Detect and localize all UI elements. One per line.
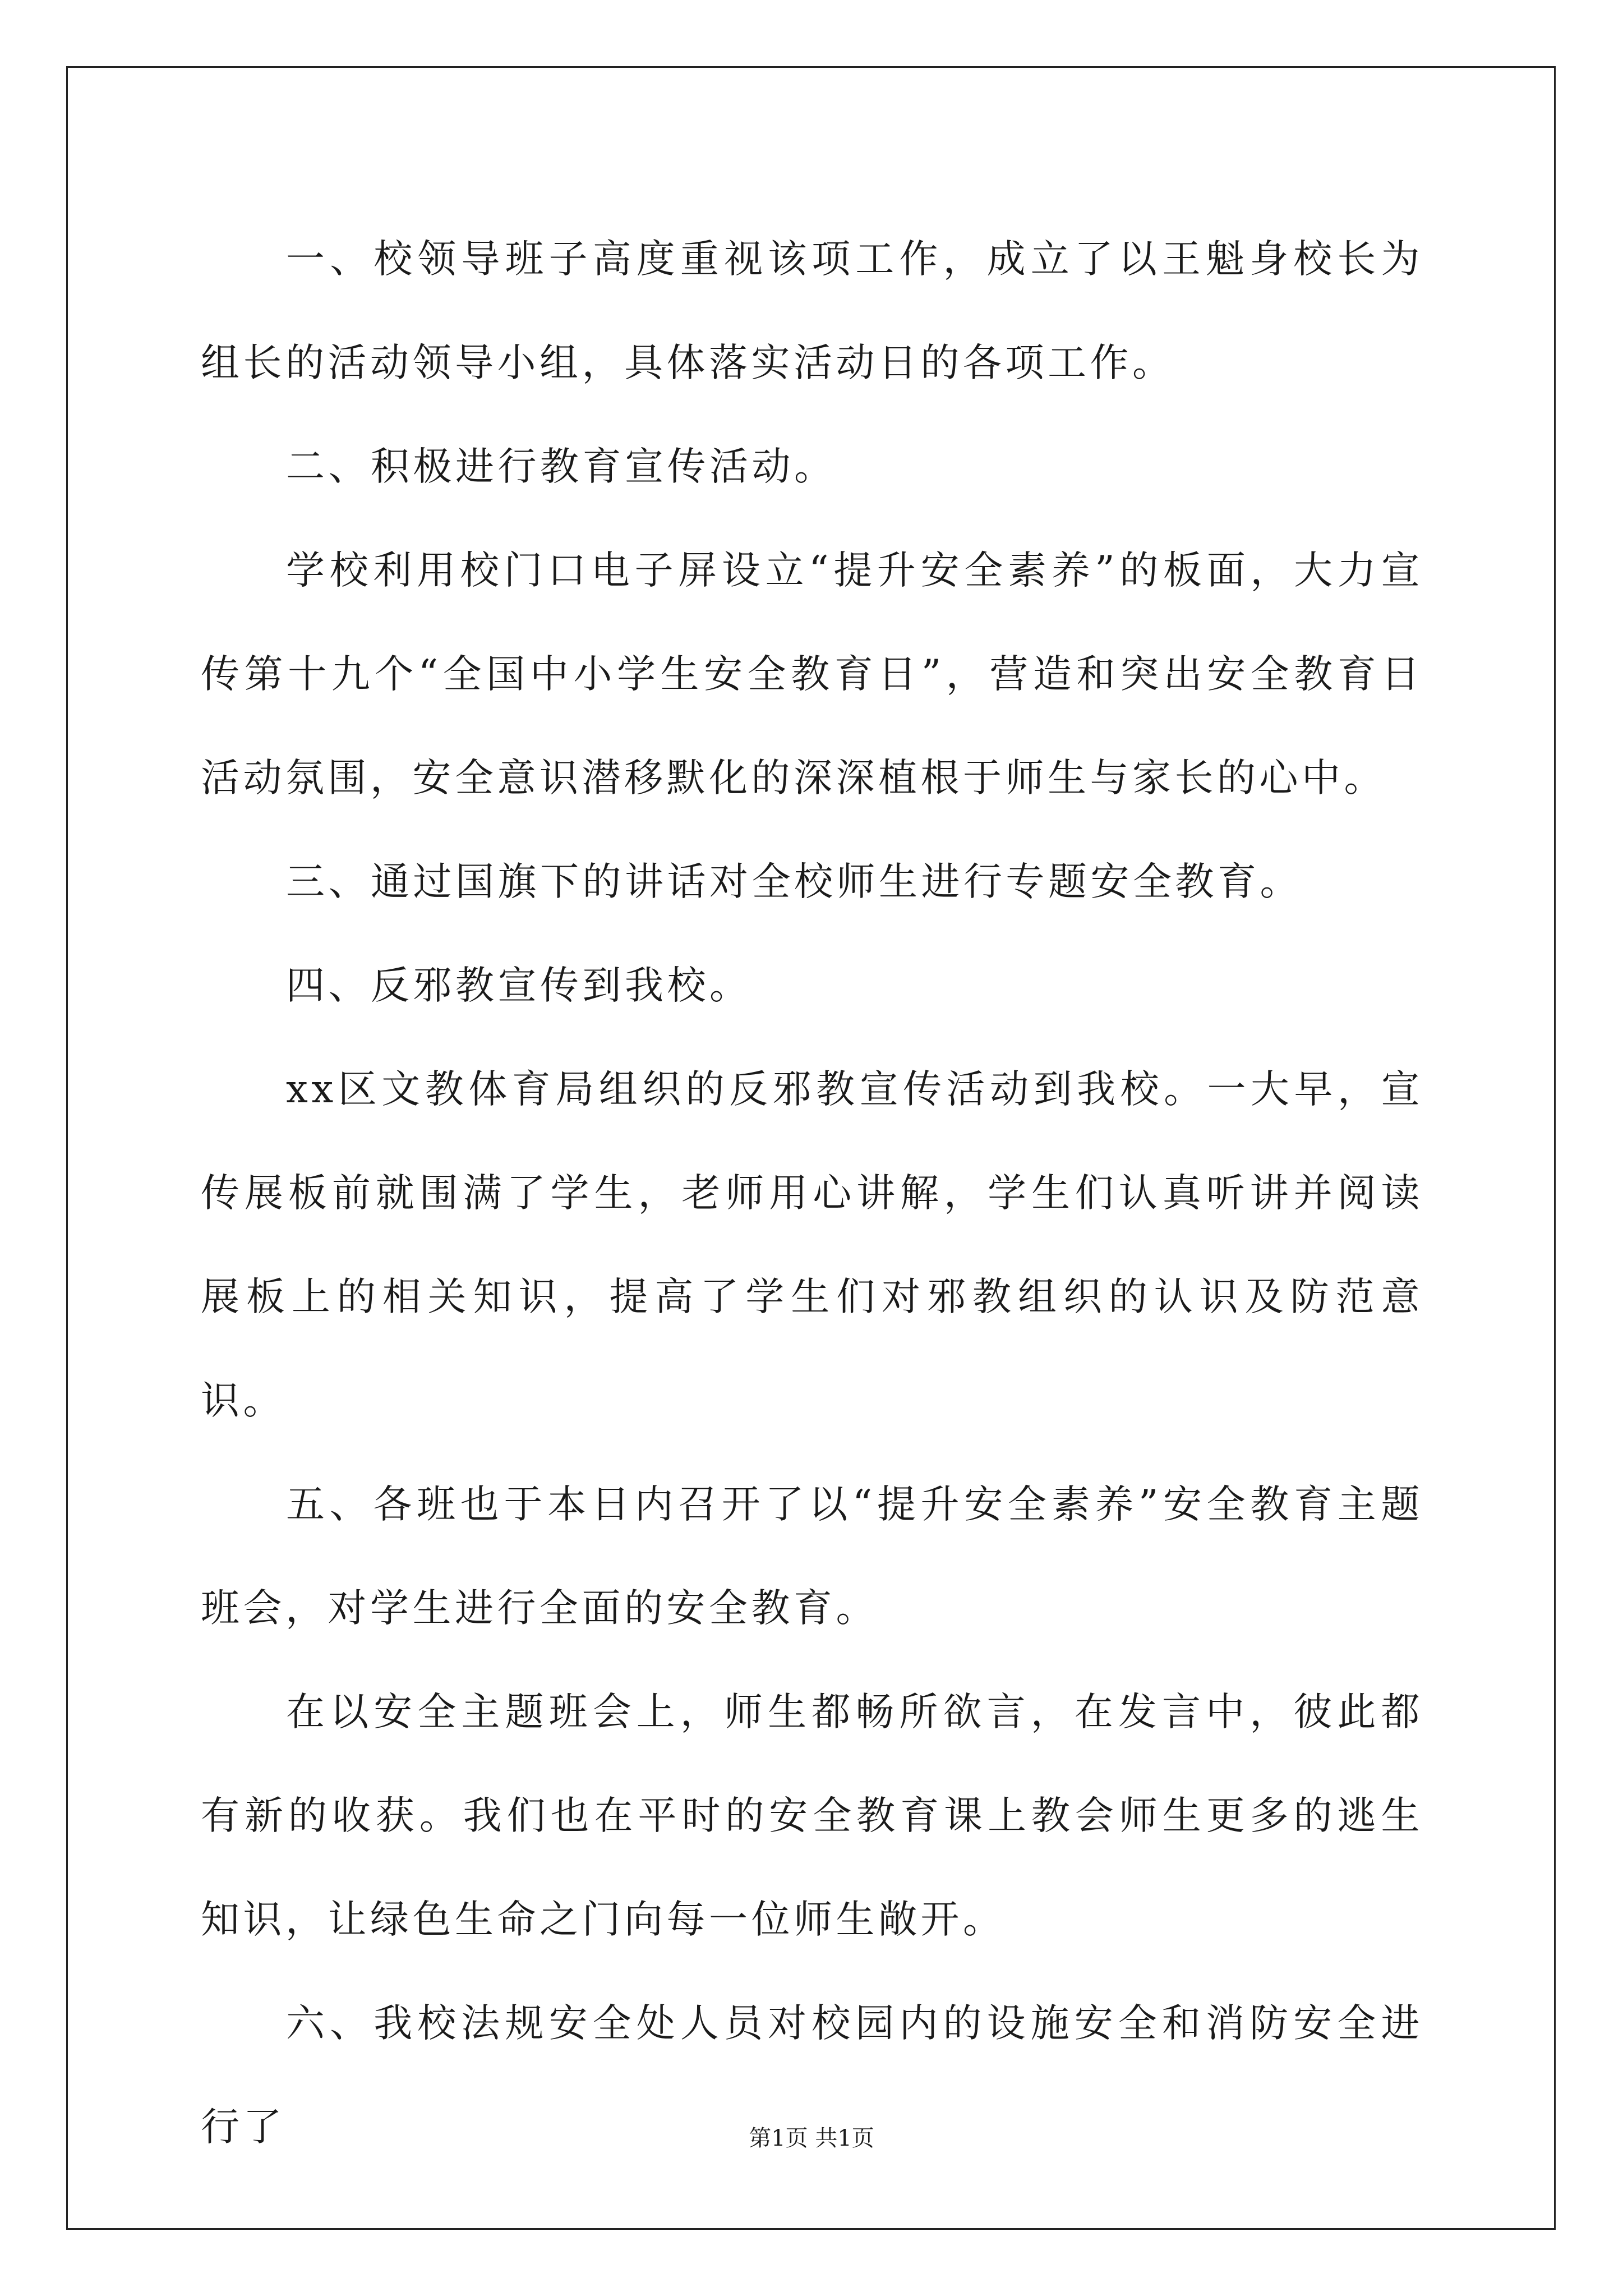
document-body bbox=[201, 208, 1423, 2179]
paragraph-7: 五、各班也于本日内召开了以“提升安全素养”安全教育主题班会，对学生进行全面的安全教育。 bbox=[201, 1482, 1423, 1631]
paragraph-2: 二、积极进行教育宣传活动。 bbox=[286, 444, 837, 489]
paragraph-1: 一、校领导班子高度重视该项工作，成立了以王魁身校长为组长的活动领导小组，具体落实活动日的各项工作。 bbox=[201, 237, 1423, 385]
paragraph-9: 六、我校法规安全处人员对校园内的设施安全和消防安全进行了 bbox=[201, 2001, 1423, 2150]
paragraph-3: 学校利用校门口电子屏设立“提升安全素养”的板面，大力宣传第十九个“全国中小学生安全教育日”，营造和突出安全教育日活动氛围，安全意识潜移默化的深深植根于师生与家长的心中。 bbox=[201, 548, 1423, 800]
paragraph-4: 三、通过国旗下的讲话对全校师生进行专题安全教育。 bbox=[286, 859, 1302, 904]
paragraph-5: 四、反邪教宣传到我校。 bbox=[286, 963, 752, 1008]
paragraph-8: 在以安全主题班会上，师生都畅所欲言，在发言中，彼此都有新的收获。我们也在平时的安全教育课上教会师生更多的逃生知识，让绿色生命之门向每一位师生敞开。 bbox=[201, 1690, 1423, 1942]
paragraph-6: xx区文教体育局组织的反邪教宣传活动到我校。一大早，宣传展板前就围满了学生，老师用心讲解，学生们认真听讲并阅读展板上的相关知识，提高了学生们对邪教组织的认识及防范意识。 bbox=[201, 1067, 1423, 1423]
page-footer: 第1页 共1页 bbox=[749, 2125, 874, 2151]
